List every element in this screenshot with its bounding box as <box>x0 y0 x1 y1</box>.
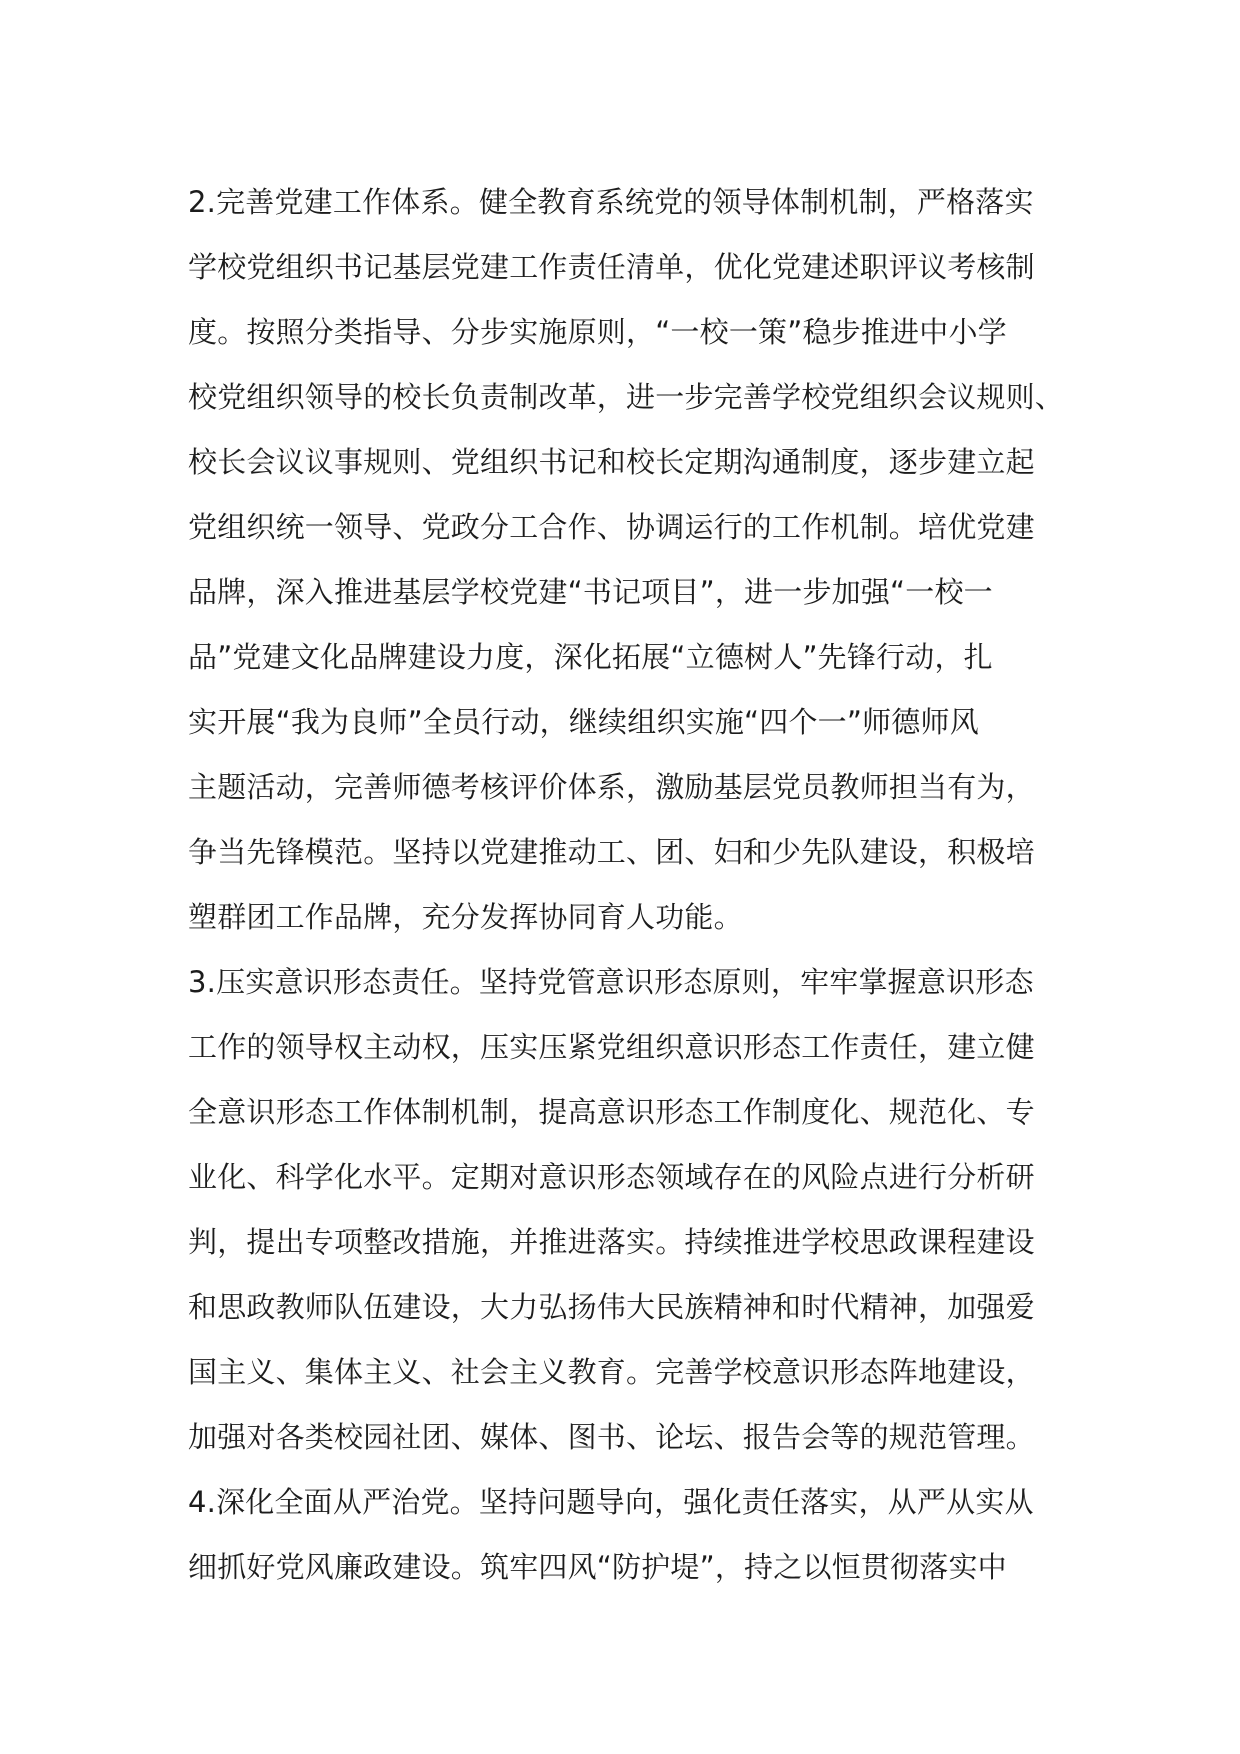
text-line: 塑群团工作品牌，充分发挥协同育人功能。 <box>188 900 743 934</box>
text-line: 度。按照分类指导、分步实施原则，“一校一策”稳步推进中小学 <box>188 315 1007 349</box>
text-line: 学校党组织书记基层党建工作责任清单，优化党建述职评议考核制 <box>188 250 1035 284</box>
text-line: 校长会议议事规则、党组织书记和校长定期沟通制度，逐步建立起 <box>188 445 1035 479</box>
text-line: 和思政教师队伍建设，大力弘扬伟大民族精神和时代精神，加强爱 <box>188 1290 1035 1324</box>
text-line: 2.完善党建工作体系。健全教育系统党的领导体制机制，严格落实 <box>188 185 1034 219</box>
text-line: 细抓好党风廉政建设。筑牢四风“防护堤”，持之以恒贯彻落实中 <box>188 1550 1007 1584</box>
text-line: 加强对各类校园社团、媒体、图书、论坛、报告会等的规范管理。 <box>188 1420 1035 1454</box>
text-line: 4.深化全面从严治党。坚持问题导向，强化责任落实，从严从实从 <box>188 1485 1034 1519</box>
text-line: 全意识形态工作体制机制，提高意识形态工作制度化、规范化、专 <box>188 1095 1035 1129</box>
text-line: 判，提出专项整改措施，并推进落实。持续推进学校思政课程建设 <box>188 1225 1035 1259</box>
text-line: 国主义、集体主义、社会主义教育。完善学校意识形态阵地建设， <box>188 1355 1035 1389</box>
text-line: 争当先锋模范。坚持以党建推动工、团、妇和少先队建设，积极培 <box>188 835 1035 869</box>
text-line: 实开展“我为良师”全员行动，继续组织实施“四个一”师德师风 <box>188 705 979 739</box>
text-line: 党组织统一领导、党政分工合作、协调运行的工作机制。培优党建 <box>188 510 1035 544</box>
text-line: 工作的领导权主动权，压实压紧党组织意识形态工作责任，建立健 <box>188 1030 1035 1064</box>
text-line: 3.压实意识形态责任。坚持党管意识形态原则，牢牢掌握意识形态 <box>188 965 1034 999</box>
text-line: 主题活动，完善师德考核评价体系，激励基层党员教师担当有为， <box>188 770 1035 804</box>
document-body <box>188 170 1088 1600</box>
text-line: 品牌，深入推进基层学校党建“书记项目”，进一步加强“一校一 <box>188 575 993 609</box>
text-line: 业化、科学化水平。定期对意识形态领域存在的风险点进行分析研 <box>188 1160 1035 1194</box>
text-line: 品”党建文化品牌建设力度，深化拓展“立德树人”先锋行动，扎 <box>188 640 993 674</box>
text-line: 校党组织领导的校长负责制改革，进一步完善学校党组织会议规则、 <box>188 380 1065 414</box>
